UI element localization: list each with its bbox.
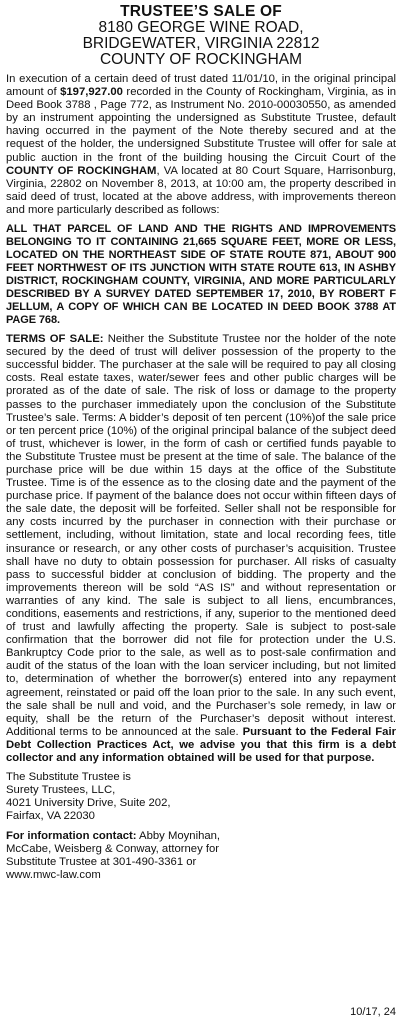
contact-label: For information contact: bbox=[6, 829, 137, 842]
execution-text-b: recorded in the County of Rockingham, Virginia, as in Deed Book 3788 , Page 772, as Instrument No. 2010-00030550, as amended by an instrument appointing the undersigned as Substitute Trustee, default having occurred in the payment of the Note thereby secured and at the request of the holder, the undersigned Substitute Trustee will offer for sale at public auction in the front of the building housing the Circuit Court of the bbox=[6, 86, 396, 164]
contact-website: www.mwc-law.com bbox=[6, 868, 101, 881]
contact-line1 bbox=[6, 830, 396, 843]
fdcpa-notice: Pursuant to the Federal Fair Debt Collection Practices Act, we advise you that this firm is a debt collector and any information obtained will be used for that purpose. bbox=[6, 725, 396, 765]
terms-paragraph bbox=[6, 333, 396, 765]
trustee-line1: The Substitute Trustee is bbox=[6, 771, 131, 784]
contact-line2: McCabe, Weisberg & Conway, attorney for bbox=[6, 842, 220, 855]
contact-name: Abby Moynihan, bbox=[136, 829, 221, 842]
terms-label: TERMS OF SALE: bbox=[6, 333, 104, 346]
contact-block bbox=[6, 830, 396, 882]
property-address-line2: BRIDGEWATER, VIRGINIA 22812 bbox=[82, 35, 320, 52]
publication-date: 10/17, 24 bbox=[350, 1005, 396, 1018]
terms-body: Neither the Substitute Trustee nor the holder of the note secured by the deed of trust will deliver possession of the property to the successful bidder. The purchaser at the sale will be required to pay all closing costs. Real estate taxes, water/sewer fees and other public charges will be prorated as of the date of sale. The risk of loss or damage to the property passes to the purchaser immediately upon the conclusion of the Substitute Trustee’s sale. Terms: A bidder’s deposit of ten percent (10%)of the sale price or ten percent price (10%) of the original principal balance of the subject deed of trust, whichever is lower, in the form of cash or certified funds payable to the Substitute Trustee must be present at the time of sale. The balance of the purchase price will be due within 15 days at the office of the Substitute Trustee. Time is of the essence as to the closing date and the payment of the purchase price. If payment of the balance does not occur within fifteen days of the sale date, the deposit will be forfeited. Seller shall not be responsible for any costs incurred by the purchaser in connection with their purchase or settlement, including, without limitation, state and local recording fees, title insurance or research, or any other costs of purchaser’s acquisition. Trustee shall have no duty to obtain possession for purchaser. All risks of casualty pass to successful bidder at conclusion of bidding. The property and the improvements thereon will be sold “AS IS” and without representation or warranties of any kind. The sale is subject to all liens, encumbrances, conditions, easements and restrictions, if any, superior to the mentioned deed of trust and lawfully affecting the property. Sale is subject to post-sale confirmation that the borrower did not file for protection under the U.S. Bankruptcy Code prior to the sale, as well as to post-sale confirmation and audit of the status of the loan with the loan servicer including, but not limited to, determination of whether the borrower(s) entered into any repayment agreement, reinstated or paid off the loan prior to the sale. In any such event, the sale shall be null and void, and the Purchaser’s sole remedy, in law or equity, shall be the return of the Purchaser’s deposit without interest. Additional terms to be announced at the sale. bbox=[6, 333, 396, 738]
court-county: COUNTY OF ROCKINGHAM bbox=[6, 164, 157, 177]
trustee-line4: Fairfax, VA 22030 bbox=[6, 810, 95, 823]
principal-amount: $197,927.00 bbox=[60, 86, 123, 99]
legal-description: ALL THAT PARCEL OF LAND AND THE RIGHTS AND IMPROVEMENTS BELONGING TO IT CONTAINING 21,665 SQUARE FEET, MORE OR LESS, LOCATED ON THE NORTHEAST SIDE OF STATE ROUTE 871, ABOUT 900 FEET NORTHWEST OF ITS JUNCTION WITH STATE ROUTE 613, IN ASHBY DISTRICT, ROCKINGHAM COUNTY, VIRGINIA, AND MORE PARTICULARLY DESCRIBED BY A SURVEY DATED SEPTEMBER 17, 2010, BY ROBERT F JELLUM, A COPY OF WHICH CAN BE LOCATED IN DEED BOOK 3788 AT PAGE 768. bbox=[6, 223, 396, 327]
notice-header bbox=[6, 4, 396, 68]
trustee-line2: Surety Trustees, LLC, bbox=[6, 784, 116, 797]
notice-title: TRUSTEE’S SALE OF bbox=[120, 3, 282, 20]
property-address-line1: 8180 GEORGE WINE ROAD, bbox=[98, 19, 304, 36]
execution-text-a: In execution of a certain deed of trust dated 11/01/10, in the original principal amount of bbox=[6, 73, 396, 99]
execution-text-c: , VA located at 80 Court Square, Harrisonburg, Virginia, 22802 on November 8, 2013, at 10:00 am, the property described in said deed of trust, located at the above address, with improvements thereon and more particularly described as follows: bbox=[6, 164, 396, 216]
contact-line3: Substitute Trustee at 301-490-3361 or bbox=[6, 855, 197, 868]
execution-paragraph bbox=[6, 73, 396, 217]
trustee-line3: 4021 University Drive, Suite 202, bbox=[6, 797, 171, 810]
county-line: COUNTY OF ROCKINGHAM bbox=[99, 51, 303, 68]
trustee-block bbox=[6, 771, 396, 823]
